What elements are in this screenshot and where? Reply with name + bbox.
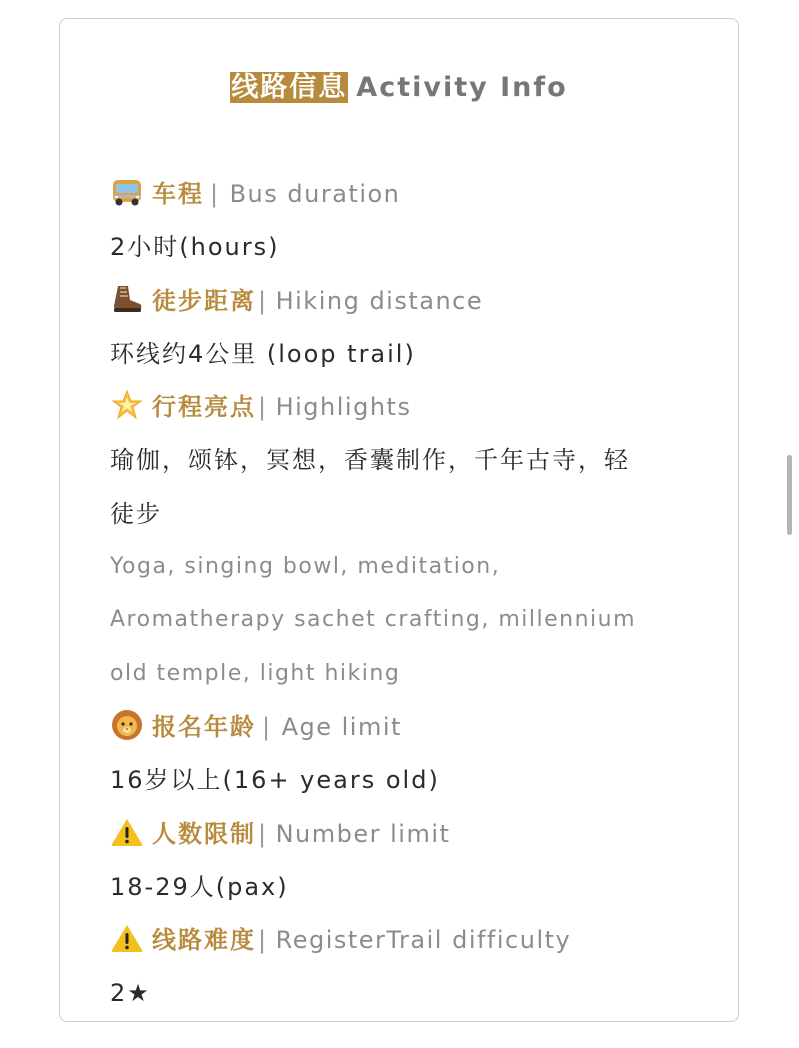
age-heading-cn: 报名年龄 [152, 712, 256, 741]
title-cn: 线路信息 [231, 72, 348, 103]
hiking-heading-en: Hiking distance [275, 286, 484, 315]
age-limit-heading [110, 707, 710, 760]
bus-icon [110, 175, 144, 209]
difficulty-heading-cn: 线路难度 [152, 926, 256, 955]
bus-heading-cn: 车程 [152, 180, 204, 208]
number-limit-heading [110, 814, 710, 867]
highlights-value-cn-line2: 徒步 [110, 499, 162, 528]
activity-info-card [59, 18, 739, 1022]
age-limit-value: 16岁以上(16+ years old) [110, 766, 440, 795]
bus-heading-en: Bus duration [229, 180, 401, 208]
hiking-heading-cn: 徒步距离 [152, 286, 256, 315]
highlights-heading-separator: | [258, 393, 268, 422]
hiking-distance-heading [110, 281, 710, 334]
trail-difficulty-value: 2★ [110, 979, 151, 1008]
number-heading-en: Number limit [275, 819, 451, 848]
hiking-boot-icon [110, 282, 144, 316]
age-heading-separator: | [262, 712, 272, 741]
age-heading-en: Age limit [281, 712, 402, 741]
highlights-value-cn-line1: 瑜伽，颂钵，冥想，香囊制作，千年古寺，轻 [110, 446, 630, 475]
number-limit-value: 18-29人(pax) [110, 872, 289, 901]
highlights-value-en-line3: old temple, light hiking [110, 660, 401, 686]
bus-duration-value: 2小时(hours) [110, 233, 280, 262]
highlights-heading-cn: 行程亮点 [152, 393, 256, 422]
highlights-heading [110, 387, 710, 440]
hiking-heading-separator: | [258, 286, 268, 315]
bus-heading-separator: | [210, 180, 220, 208]
number-heading-cn: 人数限制 [152, 819, 256, 848]
bus-duration-heading [110, 174, 710, 227]
info-list [110, 174, 710, 1027]
highlights-value-en-line1: Yoga, singing bowl, meditation, [110, 554, 501, 580]
hiking-distance-value: 环线约4公里 (loop trail) [110, 339, 416, 368]
difficulty-heading-en: RegisterTrail difficulty [275, 926, 572, 955]
glowing-star-icon [110, 388, 144, 422]
warning-icon [110, 921, 144, 955]
difficulty-heading-separator: | [258, 926, 268, 955]
highlights-heading-en: Highlights [275, 393, 412, 422]
scrollbar[interactable] [787, 455, 792, 535]
card-title [60, 69, 738, 107]
title-en: Activity Info [356, 72, 568, 103]
highlights-value-en-line2: Aromatherapy sachet crafting, millennium [110, 607, 637, 633]
trail-difficulty-heading [110, 920, 710, 973]
warning-icon [110, 815, 144, 849]
lion-face-icon [110, 708, 144, 742]
number-heading-separator: | [258, 819, 268, 848]
